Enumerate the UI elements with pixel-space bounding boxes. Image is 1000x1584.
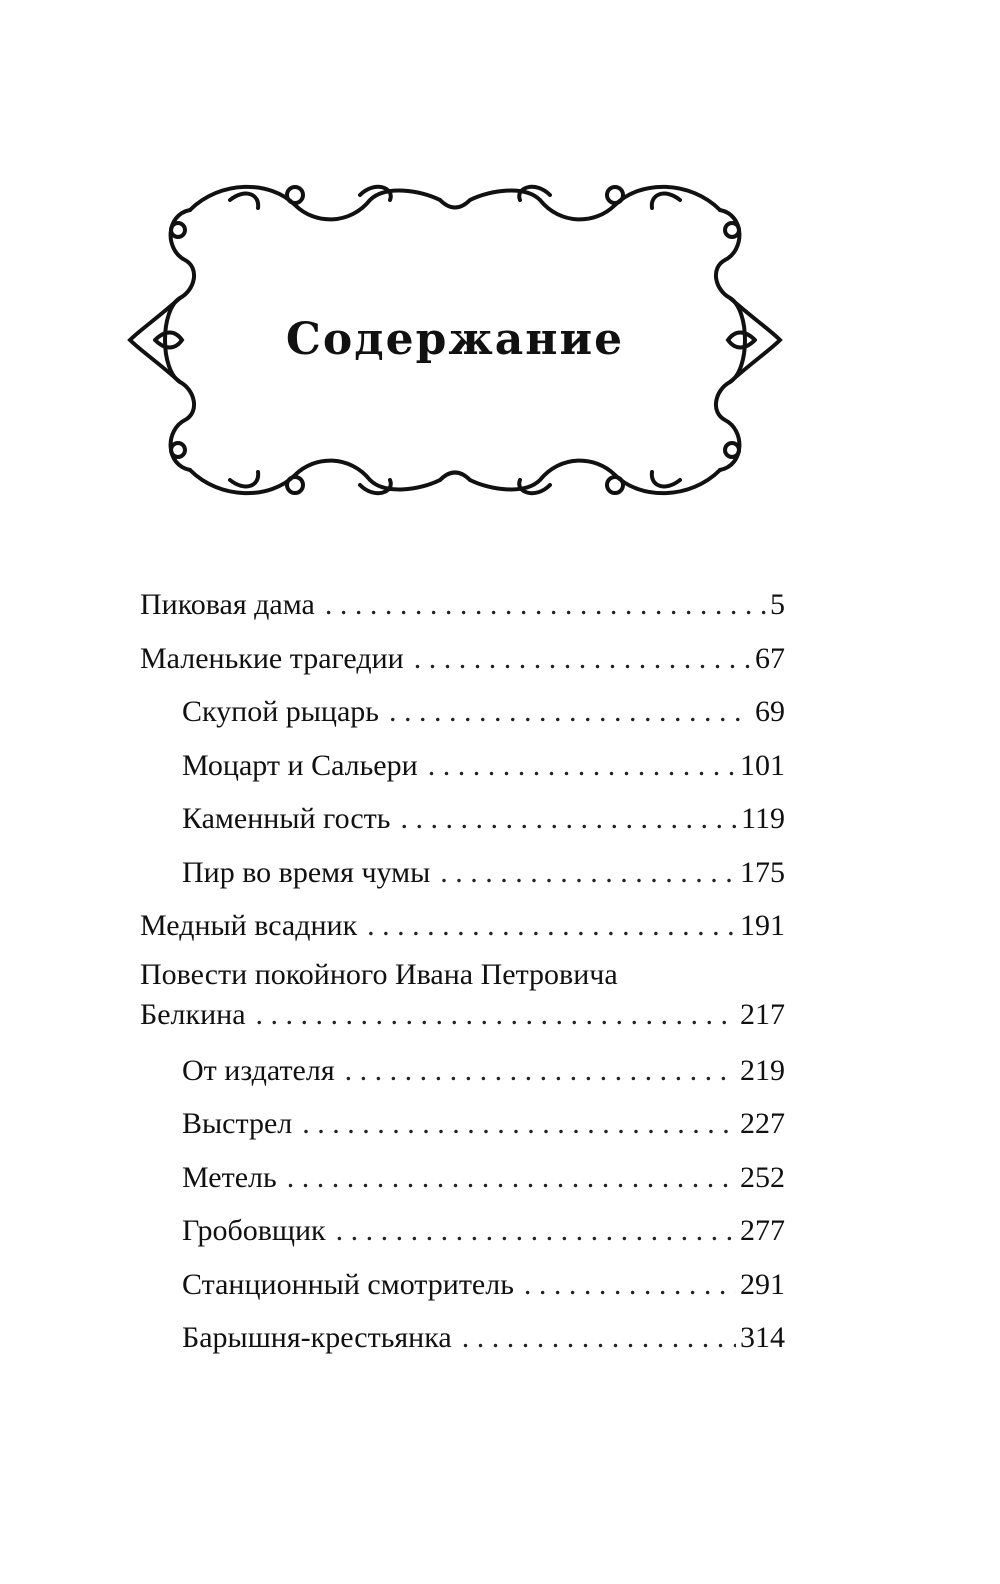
dot-leader — [345, 1048, 736, 1094]
toc-entry-page: 227 — [740, 1107, 785, 1140]
dot-leader — [428, 743, 736, 789]
dot-leader — [524, 1262, 736, 1308]
toc-entry-title: Пиковая дама — [140, 588, 315, 621]
toc-entry-page: 217 — [740, 997, 785, 1031]
dot-leader — [302, 1101, 736, 1147]
toc-subentry — [140, 850, 785, 904]
toc-subentry — [140, 796, 785, 850]
toc-entry-title: Моцарт и Сальери — [182, 748, 418, 782]
toc-subentry — [140, 743, 785, 797]
toc-subentry — [140, 1208, 785, 1262]
page-title: Содержание — [285, 314, 625, 365]
toc-entry-title: Медный всадник — [140, 909, 358, 942]
toc-entry-title: От издателя — [182, 1053, 335, 1087]
toc-entry-page: 291 — [740, 1267, 785, 1301]
toc-entry-title: Барышня-крестьянка — [182, 1321, 452, 1354]
dot-leader — [440, 850, 736, 896]
dot-leader — [256, 993, 736, 1037]
toc-entry — [140, 957, 785, 1048]
toc-entry-page: 175 — [740, 855, 785, 889]
toc-entry-page: 219 — [740, 1053, 785, 1087]
toc-subentry — [140, 689, 785, 743]
toc-entry-page: 69 — [755, 695, 785, 728]
toc-entry-page: 252 — [740, 1160, 785, 1194]
toc-entry-page: 5 — [770, 588, 785, 621]
toc-entry — [140, 903, 785, 957]
toc-subentry — [140, 1101, 785, 1155]
toc-entry — [140, 636, 785, 690]
toc-entry-page: 277 — [740, 1214, 785, 1247]
toc-subentry — [140, 1262, 785, 1316]
toc-entry-page: 67 — [755, 641, 785, 675]
toc-entry-title-line2: Белкина — [140, 997, 246, 1031]
dot-leader — [287, 1155, 736, 1201]
dot-leader — [336, 1208, 736, 1254]
dot-leader — [389, 689, 751, 735]
dot-leader — [462, 1315, 736, 1361]
toc-entry-page: 101 — [740, 748, 785, 782]
toc-entry-title: Маленькие трагедии — [140, 641, 404, 675]
table-of-contents — [140, 582, 785, 1369]
toc-entry-title: Выстрел — [182, 1107, 293, 1140]
toc-entry-title: Гробовщик — [182, 1214, 326, 1247]
toc-entry-page: 119 — [741, 802, 785, 835]
toc-entry-title: Пир во время чумы — [182, 855, 431, 889]
toc-subentry — [140, 1315, 785, 1369]
toc-entry — [140, 582, 785, 636]
dot-leader — [325, 582, 766, 628]
toc-subentry — [140, 1155, 785, 1209]
dot-leader — [367, 903, 736, 949]
toc-subentry — [140, 1048, 785, 1102]
toc-entry-title-line1: Повести покойного Ивана Петровича — [140, 957, 618, 991]
dot-leader — [400, 796, 737, 842]
toc-entry-page: 314 — [740, 1321, 785, 1354]
toc-entry-title: Метель — [182, 1160, 277, 1194]
dot-leader — [414, 636, 751, 682]
toc-entry-title: Каменный гость — [182, 802, 391, 835]
toc-entry-title: Станционный смотритель — [182, 1267, 514, 1301]
toc-entry-title: Скупой рыцарь — [182, 695, 379, 728]
toc-entry-page: 191 — [740, 909, 785, 942]
